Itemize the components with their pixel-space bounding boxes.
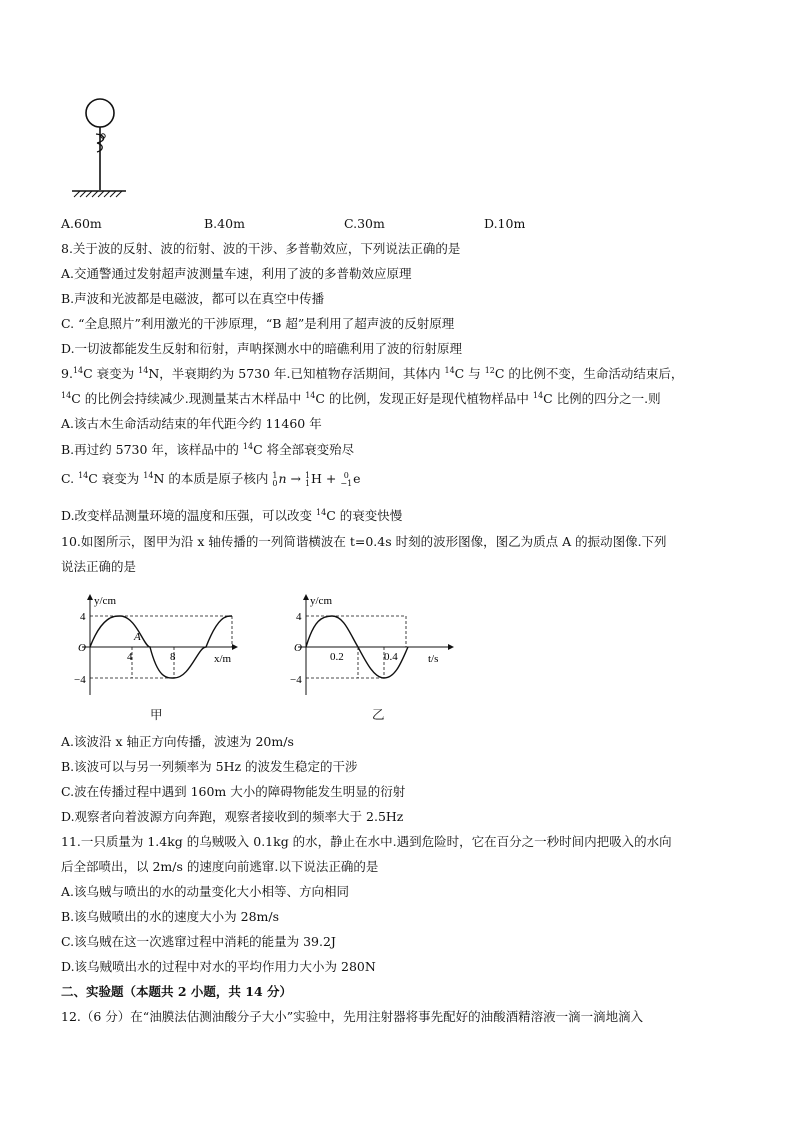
- q10-option-b: B.该波可以与另一列频率为 5Hz 的波发生稳定的干涉: [61, 759, 358, 774]
- q11-option-d: D.该乌贼喷出水的过程中对水的平均作用力大小为 280N: [61, 959, 376, 974]
- jia-x-tick-8: 8: [170, 651, 176, 663]
- q11-stem-line1: 11.一只质量为 1.4kg 的乌贼吸入 0.1kg 的水，静止在水中.遇到危险时，它在百分之一秒时间内把吸入的水向: [61, 834, 672, 849]
- caption-yi: 乙: [372, 707, 385, 722]
- yi-y-tick-neg4: −4: [290, 674, 302, 686]
- q7-option-b: B.40m: [204, 216, 245, 231]
- jia-y-tick-neg4: −4: [74, 674, 86, 686]
- q9-option-b: B.再过约 5730 年，该样品中的 $^{14}$C 将全部衰变殆尽: [61, 442, 355, 457]
- wave-graph-jia: [72, 590, 247, 700]
- q7-option-a: A.60m: [61, 216, 102, 231]
- q10-option-a: A.该波沿 x 轴正方向传播，波速为 20m/s: [61, 734, 294, 749]
- q11-option-a: A.该乌贼与喷出的水的动量变化大小相等、方向相同: [61, 884, 350, 899]
- jia-xlabel: x/m: [214, 653, 232, 665]
- yi-ylabel: y/cm: [310, 595, 332, 607]
- q10-option-d: D.观察者向着波源方向奔跑，观察者接收到的频率大于 2.5Hz: [61, 809, 404, 824]
- q9-option-d: D.改变样品测量环境的温度和压强，可以改变 $^{14}$C 的衰变快慢: [61, 508, 403, 523]
- vibration-graph-yi: [288, 590, 463, 700]
- section-heading-experiments: 二、实验题（本题共 2 小题，共 14 分）: [61, 984, 293, 999]
- q8-stem: 8.关于波的反射、波的衍射、波的干涉、多普勒效应，下列说法正确的是: [61, 241, 461, 256]
- jia-point-a: A: [134, 631, 141, 643]
- jia-origin: O: [78, 642, 86, 654]
- q11-stem-line2: 后全部喷出，以 2m/s 的速度向前逃窜.以下说法正确的是: [61, 859, 379, 874]
- q8-option-d: D.一切波都能发生反射和衍射，声呐探测水中的暗礁利用了波的衍射原理: [61, 341, 463, 356]
- q12-stem: 12.（6 分）在“油膜法估测油酸分子大小”实验中，先用注射器将事先配好的油酸酒精溶液一滴一滴地滴入: [61, 1009, 644, 1024]
- q11-option-b: B.该乌贼喷出的水的速度大小为 28m/s: [61, 909, 280, 924]
- jia-x-tick-4: 4: [127, 651, 133, 663]
- q11-option-c: C.该乌贼在这一次逃窜过程中消耗的能量为 39.2J: [61, 934, 336, 949]
- q10-stem-line2: 说法正确的是: [61, 559, 137, 574]
- yi-x-tick-02: 0.2: [330, 651, 344, 663]
- q8-option-a: A.交通警通过发射超声波测量车速，利用了波的多普勒效应原理: [61, 266, 412, 281]
- caption-jia: 甲: [150, 707, 163, 722]
- jia-y-tick-4: 4: [80, 611, 86, 623]
- q7-option-c: C.30m: [344, 216, 385, 231]
- yi-origin: O: [294, 642, 302, 654]
- q9-stem-line2: $^{14}$C 的比例会持续减少.现测量某古木样品中 $^{14}$C 的比例，发现正好是现代植物样品中 $^{14}$C 比例的四分之一.则: [61, 391, 661, 406]
- q10-stem-line1: 10.如图所示，图甲为沿 x 轴传播的一列简谐横波在 t=0.4s 时刻的波形图像，图乙为质点 A 的振动图像.下列: [61, 534, 667, 549]
- yi-xlabel: t/s: [428, 653, 439, 665]
- q8-option-c: C. “全息照片”利用激光的干涉原理，“B 超”是利用了超声波的反射原理: [61, 316, 455, 331]
- q9-stem-line1: 9.14C 衰变为 $^{14}$N，半衰期约为 5730 年.已知植物存活期间，其体内 $^{14}$C 与 $^{12}$C 的比例不变，生命活动结束后，: [61, 366, 684, 381]
- q9-option-a: A.该古木生命活动结束的年代距今约 11460 年: [61, 416, 322, 431]
- q8-option-b: B.声波和光波都是电磁波，都可以在真空中传播: [61, 291, 325, 306]
- q9-option-c: C. $^{14}$C 衰变为 $^{14}$N 的本质是原子核内 1 0n → 1 1H + 0 −1e: [61, 470, 361, 488]
- pole-ball-figure: [66, 96, 126, 200]
- yi-y-tick-4: 4: [296, 611, 302, 623]
- q10-option-c: C.波在传播过程中遇到 160m 大小的障碍物能发生明显的衍射: [61, 784, 406, 799]
- q7-option-d: D.10m: [484, 216, 526, 231]
- yi-x-tick-04: 0.4: [384, 651, 398, 663]
- jia-ylabel: y/cm: [94, 595, 116, 607]
